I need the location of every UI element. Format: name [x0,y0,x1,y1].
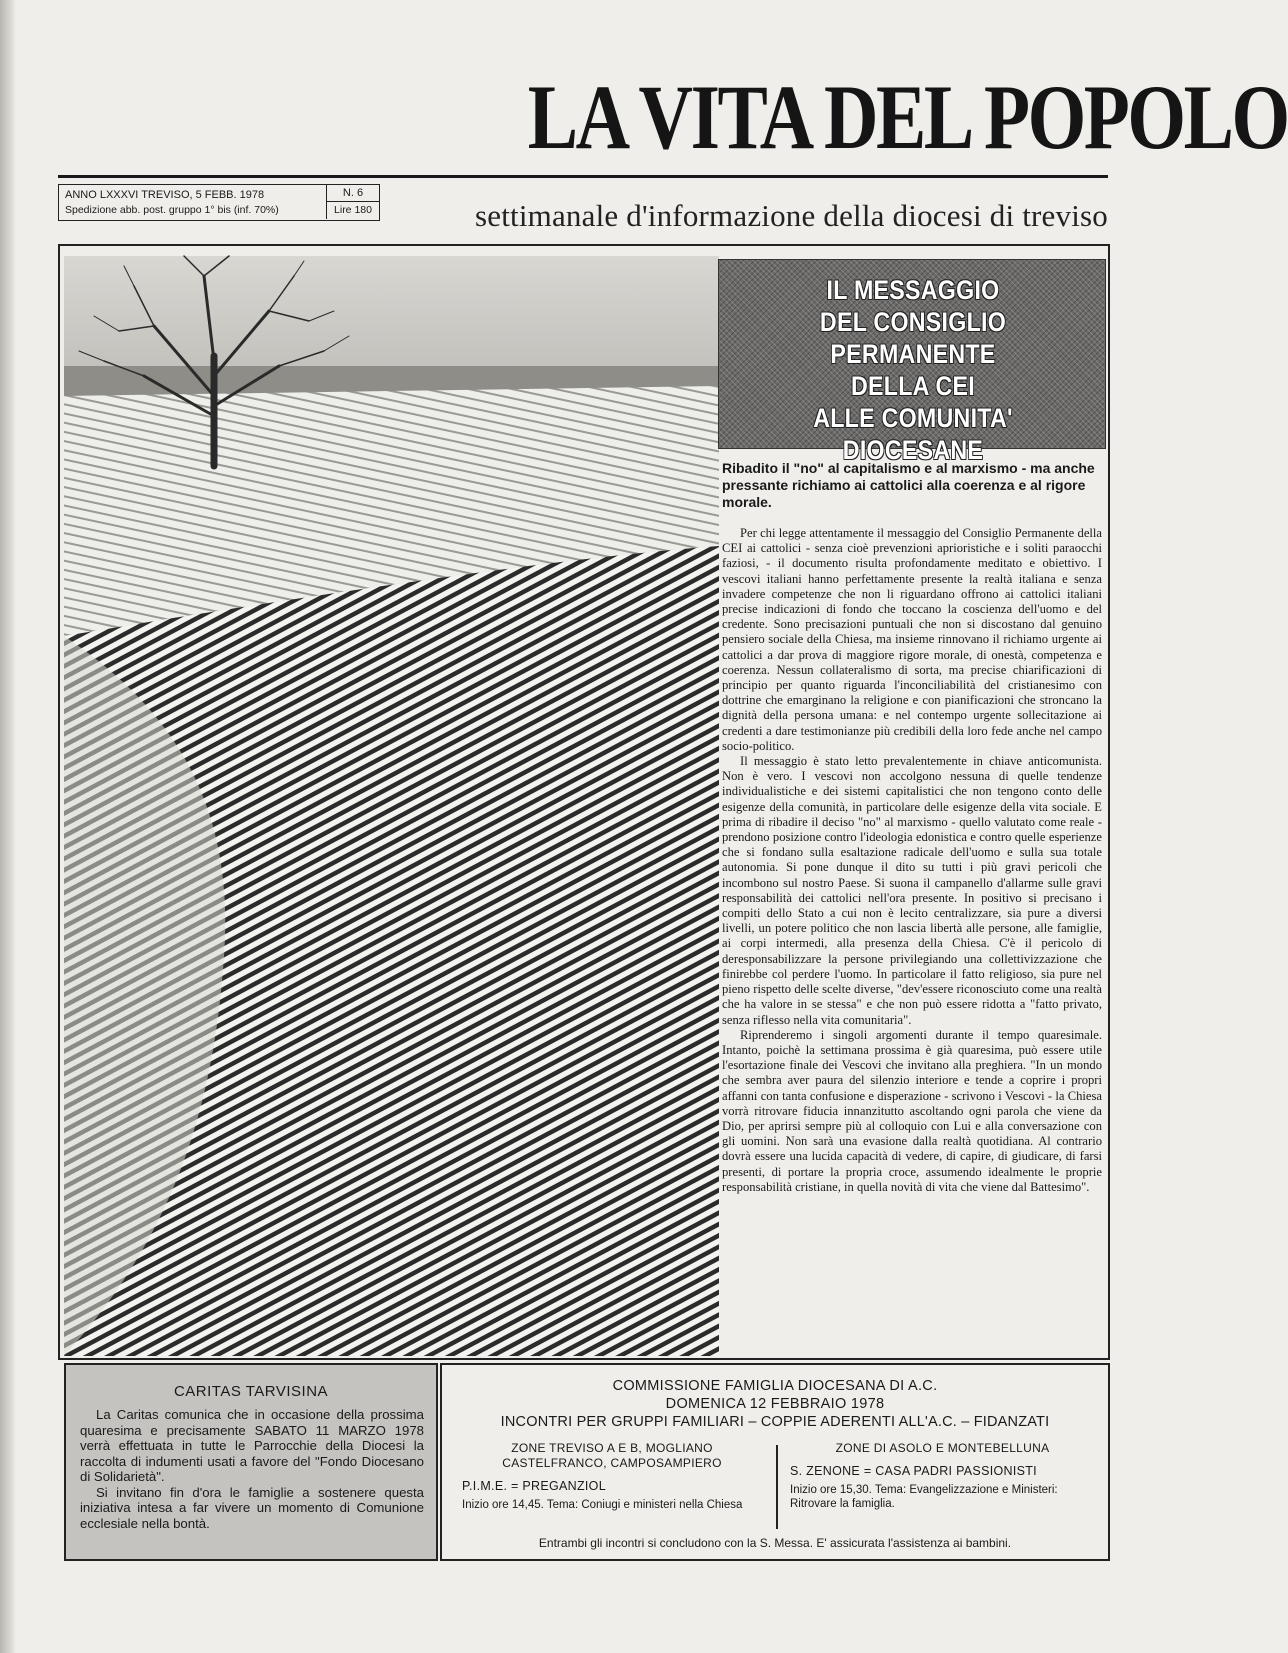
headline-box [718,259,1106,465]
field-photo [64,256,719,1356]
issue-price: Lire 180 [334,204,372,216]
article-paragraph-3: Riprenderemo i singoli argomenti durante il tempo quaresimale. Intanto, poichè la settimana prossima è già quaresima, può essere utile l'esortazione finale dei Vescovi che invitano alla preghiera. "In un mondo che sembra aver paura del silenzio interiore e tende a coprire i propri affanni con tanta confusione e disperazione - scrivono i Vescovi - la Chiesa vorrà ritrovare fiducia innanzitutto ascoltando ogni parola che viene da Dio, per aprirsi sempre più al colloquio con Lui e alla conversazione con gli uomini. Non sarà una evasione dalla realtà quotidiana. Al contrario dovrà essere una lucida capacità di vedere, di capire, di giudicare, di farsi presenti, di portare la propria croce, assumendo idealmente le proprie responsabilità cristiane, in quella novità di vita che viene dal Battesimo". [722,1027,1102,1194]
caritas-title: CARITAS TARVISINA [173,1383,329,1400]
headline-line-2: DEL CONSIGLIO [819,307,1007,337]
headline-line-1: IL MESSAGGIO [826,275,1000,305]
family-left-column [462,1441,762,1512]
right-zones: ZONE DI ASOLO E MONTEBELLUNA [835,1441,1050,1455]
family-right-column [790,1441,1095,1511]
family-subtitle: INCONTRI PER GRUPPI FAMILIARI – COPPIE ADERENTI ALL'A.C. – FIDANZATI [500,1414,1050,1430]
family-date: DOMENICA 12 FEBBRAIO 1978 [665,1396,885,1412]
newspaper-title: LA VITA DEL POPOLO [527,66,1288,168]
field-photo-drawing [64,256,719,1356]
left-zones: ZONE TREVISO A E B, MOGLIANO CASTELFRANCO, CAMPOSAMPIERO [502,1441,722,1470]
issue-number-box [326,185,379,219]
article-paragraph-1: Per chi legge attentamente il messaggio del Consiglio Permanente della CEI ai cattolici - senza cioè prevenzioni aprioristiche e i soliti paraocchi faziosi, - il documento risulta profondamente meditato e obiettivo. I vescovi italiani hanno perfettamente presente la realtà italiana e senza invadere competenze che non li riguardano offrono ai cattolici italiani precise indicazioni di fondo che toccano la coscienza dell'uomo e del credente. Sono precisazioni puntuali che non si discostano dal genuino pensiero sociale della Chiesa, ma insieme rinnovano il richiamo urgente ai cattolici a dar prova di maggiore rigore morale, di onestà, competenza e coerenza. Nessun collateralismo di sorta, ma precise chiarificazioni di principio per quanto riguarda l'inconciliabilità del cristianesimo con dottrine che emarginano la religione e con pianificazioni che stroncano la dignità della persona umana: e nel contempo urgente sollecitazione ai credenti a dare testimonianze più credibili della loro fede anche nel campo socio-politico. [722,526,1102,753]
postal-line: Spedizione abb. post. gruppo 1° bis (inf. 70%) [65,204,279,216]
left-place: P.I.M.E. = PREGANZIOL [462,1479,606,1493]
caritas-paragraph-2: Si invitano fin d'ora le famiglie a sostenere questa iniziativa intesa a far vivere un momento di Comunione ecclesiale nella bontà. [80,1484,424,1531]
caritas-paragraph-1: La Caritas comunica che in occasione della prossima quaresima e precisamente SABATO 11 MARZO 1978 verrà effettuata in tutte le Parrocchie della Diocesi la raccolta di indumenti usati a favore del "Fondo Diocesano di Solidarietà". [80,1407,424,1484]
article-body [722,526,1102,1342]
header-rule [58,175,1108,178]
right-place: S. ZENONE = CASA PADRI PASSIONISTI [790,1464,1037,1478]
issue-number: N. 6 [327,185,379,202]
left-info: Inizio ore 14,45. Tema: Coniugi e ministeri nella Chiesa [462,1499,743,1511]
caritas-notice [64,1363,438,1561]
headline-line-4: DELLA CEI [850,371,976,401]
binding-spine [0,0,16,1653]
article-paragraph-2: Il messaggio è stato letto prevalentemente in chiave anticomunista. Non è vero. I vescovi non accolgono nessuna di quelle tendenze individualistiche e dei sistemi capitalistici che non tengono conto delle esigenze della comunità, in particolare delle esigenze della vita sociale. E prima di ribadire il deciso "no" al marxismo - quello valutato come reale - prendono posizione contro l'ideologia edonistica e contro quelle esperienze che si fondano sulla esaltazione radicale dell'uomo e sulla sua totale autonomia. Si pone dunque il dito su tutti i più gravi pericoli che incombono sul nostro Paese. Si suona il campanello d'allarme sulle gravi responsabilità dei cattolici nell'ora presente. In positivo si precisano i compiti dello Stato a cui non è lecito centralizzare, sia pure a diversi livelli, un potere politico che non lascia libertà alle persone, alle famiglie, ai corpi intermedi, alla presenza della Chiesa. C'è il pericolo di deresponsabilizzare la persone privilegiando una collettivizzazione che finirebbe col perdere l'uomo. In particolare il fatto religioso, sia pure nel pieno rispetto delle scelte diverse, "dev'essere riconosciuto come una realtà che ha valore in se stessa" e che non può essere ridotta a "fatto privato, senza riflesso nella vita comunitaria". [722,754,1102,1027]
headline-line-3: PERMANENTE [830,339,996,369]
family-commission-notice [440,1363,1110,1561]
issue-info-box [58,184,380,221]
headline-title [719,274,1107,466]
family-footer: Entrambi gli incontri si concludono con la S. Messa. E' assicurata l'assistenza ai bambini. [538,1536,1012,1550]
issue-date-line: ANNO LXXXVI TREVISO, 5 FEBB. 1978 [65,189,265,201]
masthead-tagline: settimanale d'informazione della diocesi di treviso [474,198,1108,233]
right-info: Inizio ore 15,30. Tema: Evangelizzazione e Ministeri: Ritrovare la famiglia. [790,1484,1058,1510]
family-title: COMMISSIONE FAMIGLIA DIOCESANA DI A.C. [612,1378,938,1394]
caritas-body [80,1407,424,1531]
headline-line-5: ALLE COMUNITA' DIOCESANE [813,403,1013,465]
column-divider [776,1445,778,1529]
article-subhead: Ribadito il "no" al capitalismo e al marxismo - ma anche pressante richiamo ai cattolici alla coerenza e al rigore morale. [722,460,1095,510]
